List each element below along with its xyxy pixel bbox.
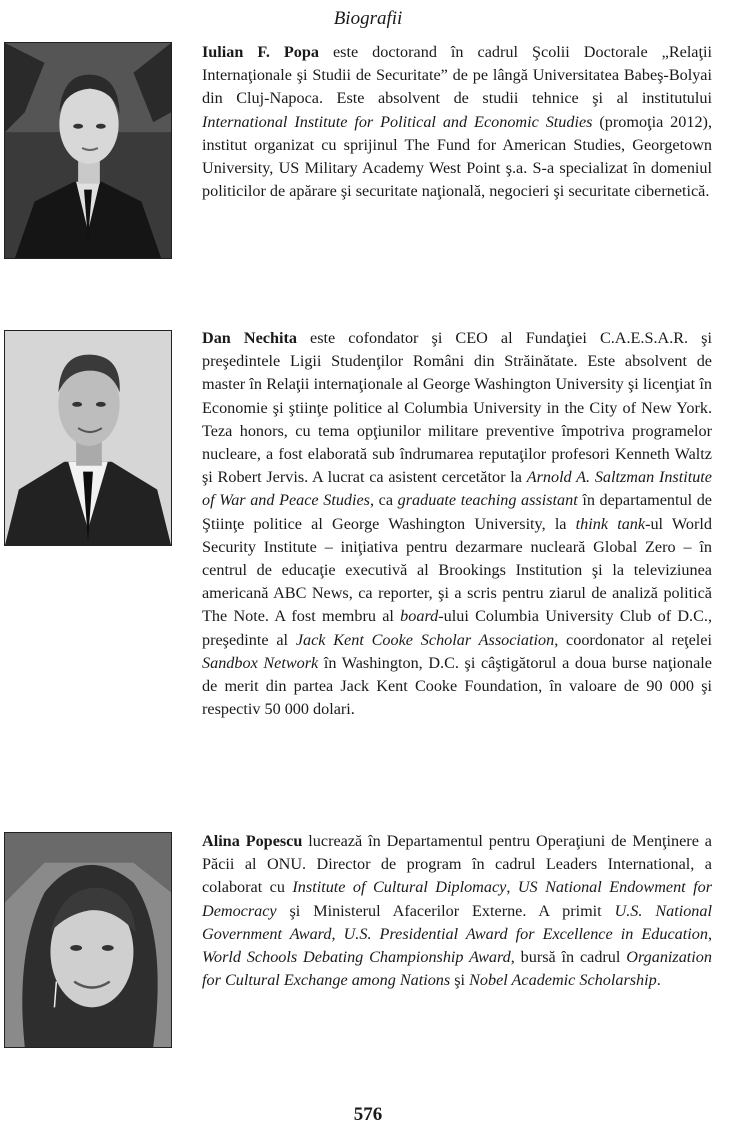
bio-italic-text: Arnold A. Saltzman Institute of War and Peace Studies	[202, 468, 712, 510]
bio-italic-text: Sandbox Network	[202, 653, 319, 672]
bio-author-name: Iulian F. Popa	[202, 43, 319, 61]
bio-italic-text: World Schools Debating Championship Award	[202, 948, 511, 967]
bio-text: şi	[450, 971, 470, 990]
page-number: 576	[353, 1104, 383, 1125]
bio-italic-text: U.S. Presidential Award for Excellence in Education	[343, 924, 708, 943]
bio-alina-popescu	[202, 830, 712, 992]
bio-italic-text: International Institute for Political and Economic Studies	[202, 112, 593, 131]
bio-italic-text: Nobel Academic Scholarship	[469, 971, 657, 990]
bio-text: ,	[331, 924, 344, 943]
bio-iulian-popa	[202, 41, 712, 203]
portrait-photo-3	[4, 832, 172, 1048]
bio-text: , ca	[370, 491, 398, 510]
bio-text: este cofondator şi CEO al Fundaţiei C.A.E.S.A.R. şi preşedintele Ligii Studenţilor Români din Străinătate. Este absolvent de master în Relaţii internaţionale al George Washington University şi licenţiat în Economie şi ştiinţe politice al Columbia University in the City of New York. Teza honors, cu tema opţiunilor militare preventive împotriva programelor nucleare, a fost elaborată sub îndrumarea reputaţilor profesori Kenneth Waltz şi Robert Jervis. A lucrat ca asistent cercetător la	[202, 329, 712, 487]
bio-text: este doctorand în cadrul Şcolii Doctorale „Relaţii Internaţionale şi Studii de Securitate” de pe lângă Universitatea Babeş-Bolyai din Cluj-Napoca. Este absolvent de studii tehnice şi al institutului	[202, 43, 712, 108]
bio-italic-text: think tank	[575, 514, 646, 533]
bio-text: lucrează în Departamentul pentru Operaţiuni de Menţinere a Păcii al ONU. Director de program în cadrul Leaders International, a colaborat cu	[202, 832, 712, 897]
bio-italic-text: Organization for Cultural Exchange among Nations	[202, 948, 712, 990]
portrait-photo-2	[4, 330, 172, 546]
bio-text: şi Ministerul Afacerilor Externe. A primit	[276, 901, 615, 920]
bio-italic-text: US National Endowment for Democracy	[202, 878, 713, 920]
bio-italic-text: board	[400, 607, 439, 626]
bio-italic-text: Institute of Cultural Diplomacy	[292, 878, 507, 897]
bio-text: -ul World Security Institute – iniţiativa pentru dezarmare nucleară Global Zero – în centrul de educaţie executivă al Brookings Institution şi la televiziunea americană ABC News, ca reporter, şi a scris pentru ziarul de analiză politică The Note. A fost membru al	[202, 514, 712, 626]
bio-text: , bursă în cadrul	[510, 948, 627, 967]
bio-italic-text: U.S. National Government Award	[202, 901, 712, 943]
bio-italic-text: graduate teaching assistant	[397, 491, 578, 510]
bio-text: .	[656, 971, 661, 990]
bio-dan-nechita	[202, 327, 712, 721]
running-head: Biografii	[333, 8, 403, 29]
bio-text: ,	[707, 924, 712, 943]
bio-text: (promoţia 2012), institut organizat cu sprijinul The Fund for American Studies, Georgetown University, US Military Academy West Point ş.a. S-a specializat în domeniul politicilor de apărare şi securitate naţională, negocieri şi securitate cibernetică.	[202, 112, 712, 201]
bio-author-name: Dan Nechita	[202, 329, 297, 347]
portrait-photo-1	[4, 42, 172, 259]
bio-text: în departamentul de Ştiinţe politice al George Washington University, la	[202, 491, 712, 533]
bio-text: în Washington, D.C. şi câştigătorul a doua burse naţionale de merit din partea Jack Kent Cooke Foundation, în valoare de 90 000 şi respectiv 50 000 dolari.	[202, 653, 712, 719]
bio-author-name: Alina Popescu	[202, 832, 303, 850]
bio-text: , coordonator al reţelei	[554, 630, 712, 649]
bio-text: -ului Columbia University Club of D.C., preşedinte al	[202, 607, 712, 649]
bio-italic-text: Jack Kent Cooke Scholar Association	[295, 630, 555, 649]
bio-text: ,	[506, 878, 518, 897]
